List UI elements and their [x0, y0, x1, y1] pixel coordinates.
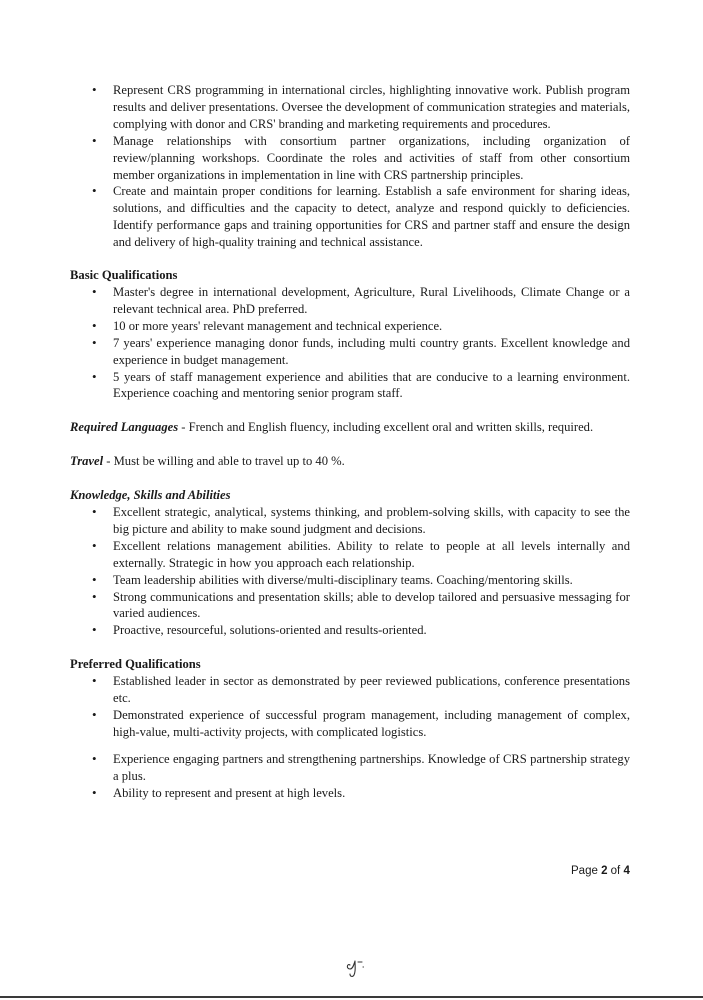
page-total: 4: [623, 865, 630, 877]
list-item: • 10 or more years' relevant management and technical experience.: [113, 318, 630, 335]
travel-label: Travel: [70, 454, 104, 469]
page-number: Page 2 of 4: [571, 865, 630, 877]
ksa-list: [70, 504, 630, 639]
list-item: • Team leadership abilities with diverse/multi-disciplinary teams. Coaching/mentoring skills.: [113, 572, 630, 589]
list-item: • Manage relationships with consortium partner organizations, including organization of review/planning workshops. Coordinate the roles and activities of staff from other consortium member organizations in implementation in line with CRS partnership principles.: [113, 133, 630, 184]
list-item: • Create and maintain proper conditions for learning. Establish a safe environment for sharing ideas, solutions, and difficulties and the capacity to detect, analyze and respond quickly to deficiencies. Identify performance gaps and training opportunities for CRS and partner staff and ensure the design and delivery of high-quality training and technical assistance.: [113, 183, 630, 251]
list-item: • Demonstrated experience of successful program management, including management of complex, high-value, multi-activity projects, with complicated logistics.: [113, 707, 630, 741]
required-languages-label: Required Languages: [70, 420, 179, 435]
list-item: • Proactive, resourceful, solutions-oriented and results-oriented.: [113, 622, 630, 639]
list-item: • Experience engaging partners and strengthening partnerships. Knowledge of CRS partnership strategy a plus.: [113, 751, 630, 785]
preferred-qualifications-heading: Preferred Qualifications: [70, 657, 201, 672]
list-item: • Master's degree in international development, Agriculture, Rural Livelihoods, Climate Change or a relevant technical area. PhD preferred.: [113, 284, 630, 318]
list-item: • Ability to represent and present at high levels.: [113, 785, 630, 802]
ksa-heading: Knowledge, Skills and Abilities: [70, 488, 231, 503]
responsibilities-list: [70, 82, 630, 251]
page-edge-line: [0, 996, 703, 998]
travel: [70, 453, 630, 470]
list-item: • Represent CRS programming in international circles, highlighting innovative work. Publish program results and deliver presentations. Oversee the development of communication strategies and materials, complying with donor and CRS' branding and marketing requirements and procedures.: [113, 82, 630, 133]
required-languages-text: - French and English fluency, including excellent oral and written skills, required.: [178, 420, 594, 435]
document-body: [70, 82, 630, 802]
list-item: • Excellent strategic, analytical, systems thinking, and problem-solving skills, with capacity to see the big picture and ability to make sound judgment and decisions.: [113, 504, 630, 538]
handwritten-initials: [344, 953, 374, 979]
list-item: • Strong communications and presentation skills; able to develop tailored and persuasive messaging for varied audiences.: [113, 589, 630, 623]
travel-text: - Must be willing and able to travel up to 40 %.: [103, 454, 345, 469]
basic-qualifications-list: [70, 284, 630, 402]
basic-qualifications-heading: Basic Qualifications: [70, 268, 178, 283]
list-item: • Established leader in sector as demonstrated by peer reviewed publications, conference presentations etc.: [113, 673, 630, 707]
required-languages: [70, 419, 630, 436]
preferred-qualifications-list: [70, 673, 630, 801]
page-current: 2: [601, 865, 608, 877]
list-item: • Excellent relations management abilities. Ability to relate to people at all levels internally and externally. Strategic in how you approach each relationship.: [113, 538, 630, 572]
list-item: • 7 years' experience managing donor funds, including multi country grants. Excellent knowledge and experience in budget management.: [113, 335, 630, 369]
list-item: • 5 years of staff management experience and abilities that are conducive to a learning environment. Experience coaching and mentoring senior program staff.: [113, 369, 630, 403]
